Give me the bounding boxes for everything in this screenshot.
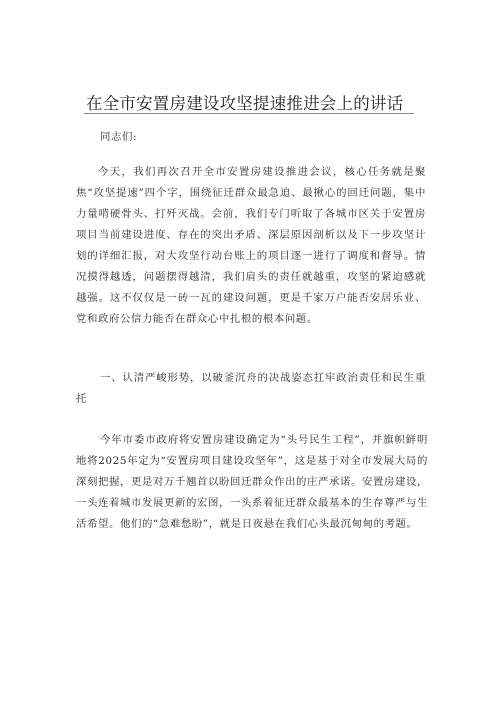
salutation: 同志们:	[100, 131, 138, 143]
section-heading-1: 一、认清严峻形势，以破釜沉舟的决战姿态扛牢政治责任和民生重托	[76, 372, 426, 405]
paragraph-opening: 今天，我们再次召开全市安置房建设推进会议，核心任务就是聚焦“攻坚提速”四个字，围绕征迁群众最急迫、最揪心的回迁问题，集中力量啃硬骨头、打歼灭战。会前，我们专门听取了各城市区关于安置房项目当前建设进度、存在的突出矛盾、深层原因剖析以及下一步攻坚计划的详细汇报，对大攻坚行动台账上的项目逐一进行了调度和督导。情况摸得越透，问题摆得越清，我们肩头的责任就越重，攻坚的紧迫感就越强。这不仅仅是一砖一瓦的建设问题，更是千家万户能否安居乐业、党和政府公信力能否在群众心中扎根的根本问题。	[76, 166, 426, 325]
document-title: 在全市安置房建设攻坚提速推进会上的讲话	[86, 94, 404, 113]
paragraph-section-1: 今年市委市政府将安置房建设确定为“头号民生工程”，并旗帜鲜明地将2025年定为“安置房项目建设攻坚年”，这是基于对全市发展大局的深刻把握，更是对万千翘首以盼回迁群众作出的庄严承诺。安置房建设，一头连着城市发展更新的宏图，一头系着征迁群众最基本的生存尊严与生活希望。他们的“急难愁盼”，就是日夜悬在我们心头最沉甸甸的考题。	[76, 434, 428, 530]
title-underline	[84, 113, 414, 114]
